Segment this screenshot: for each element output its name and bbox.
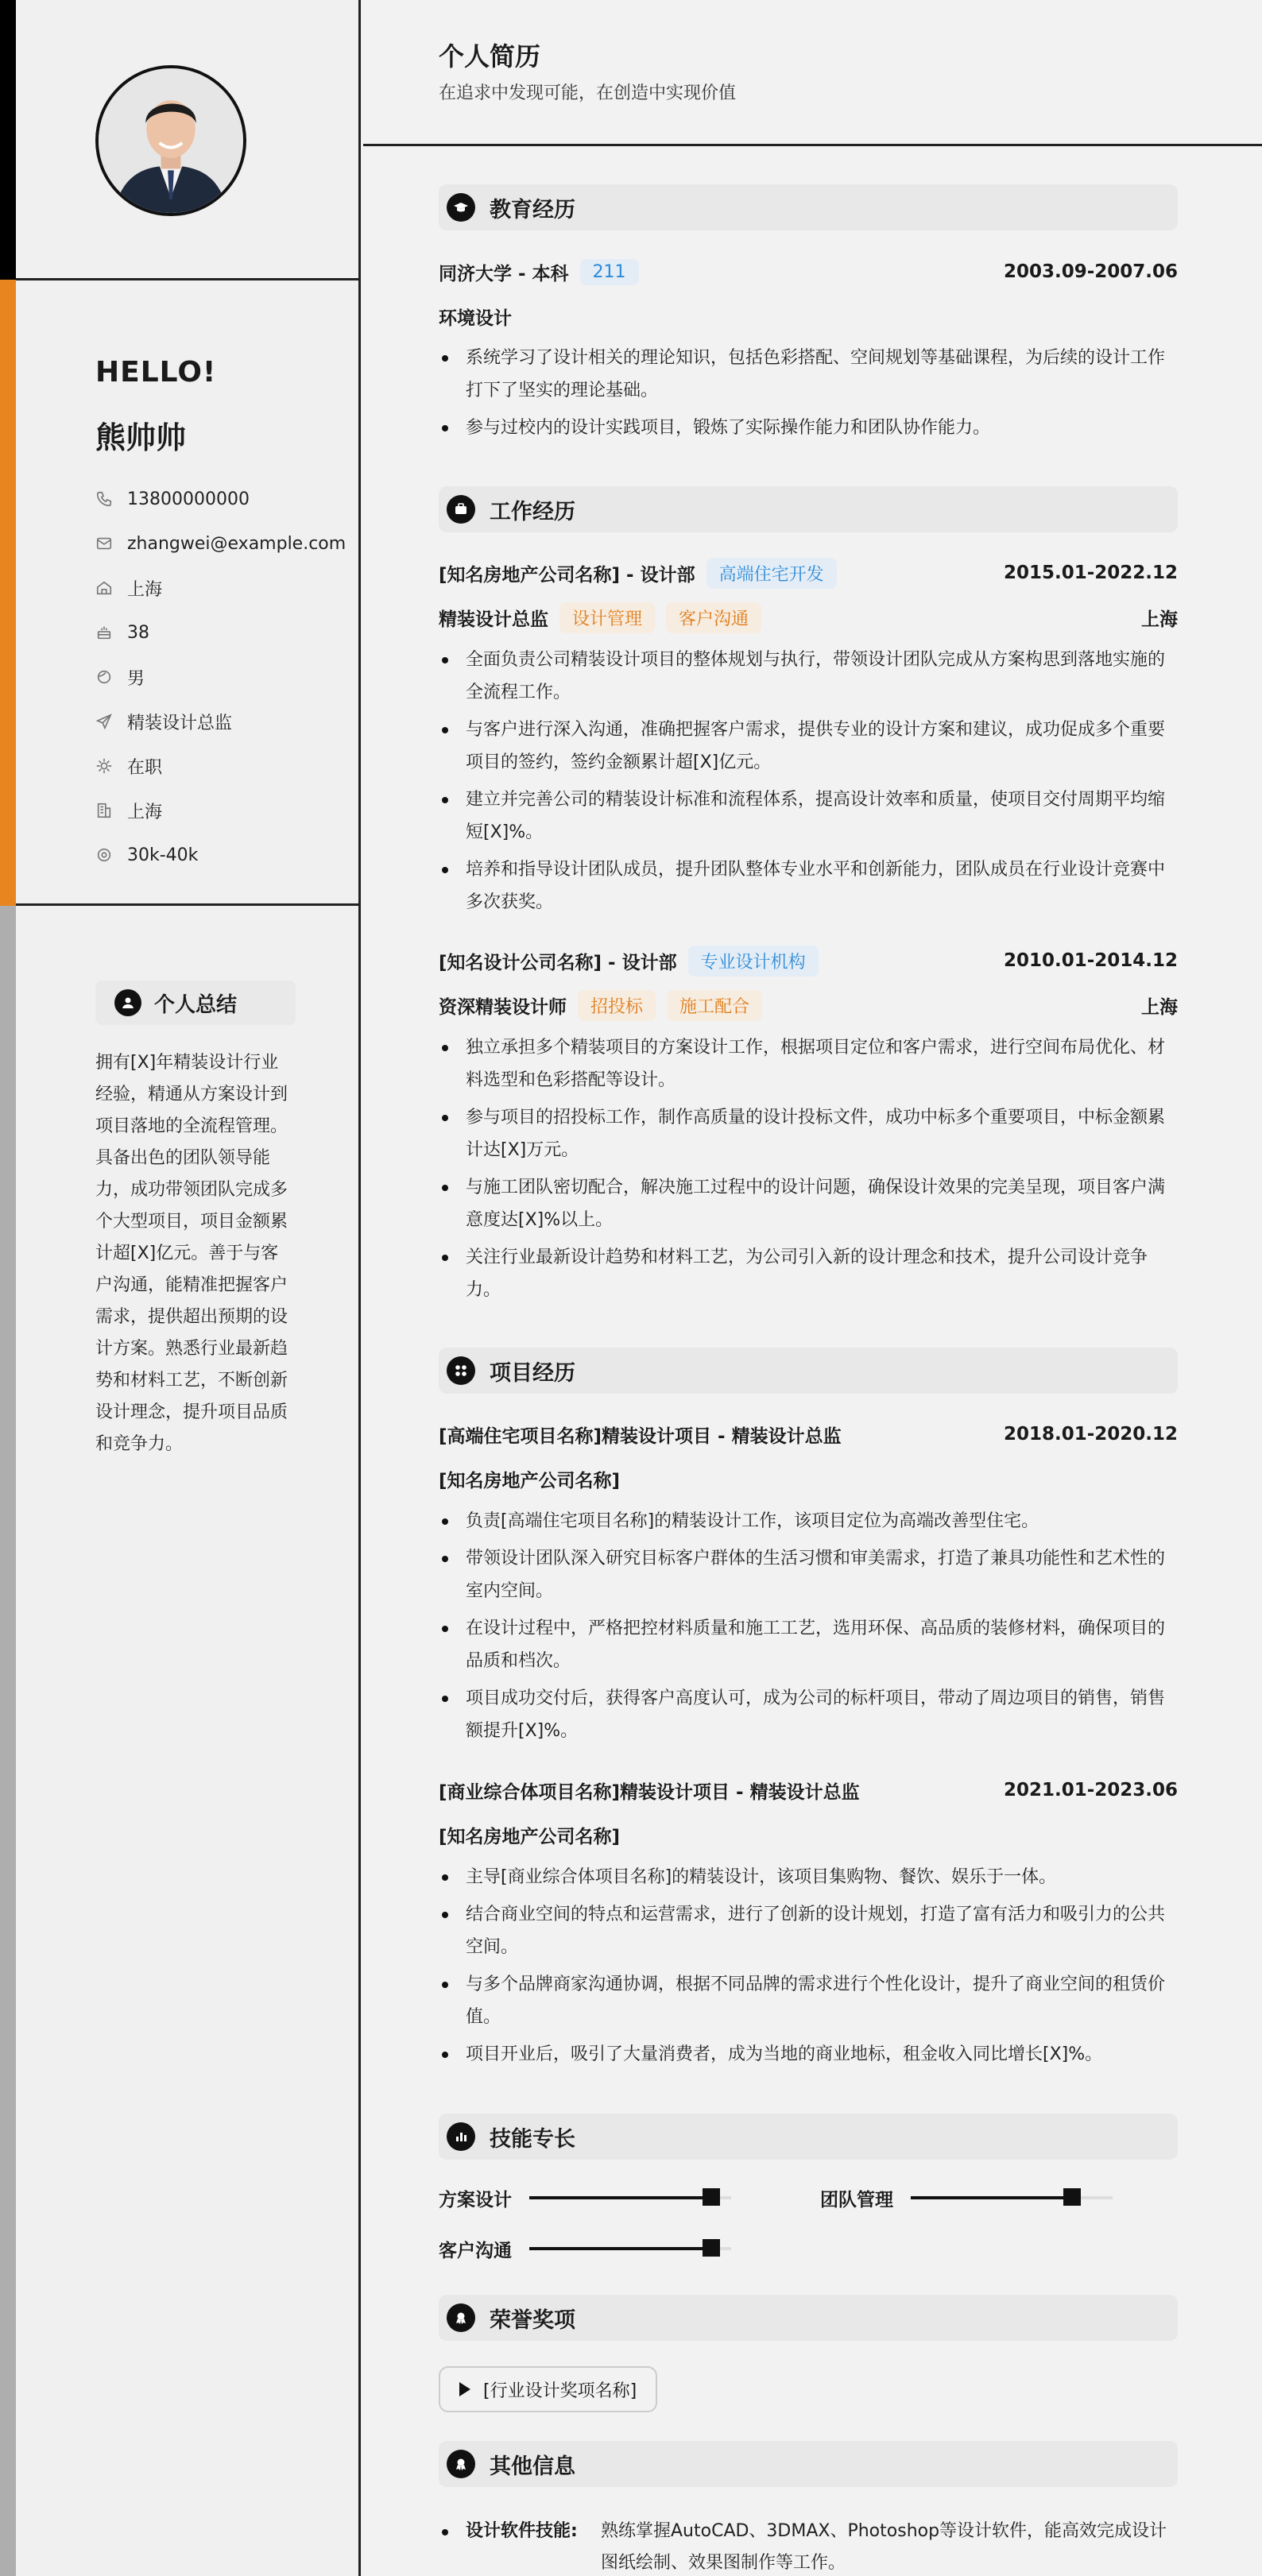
job-date: 2015.01-2022.12 — [1003, 563, 1178, 583]
salary-icon — [95, 846, 127, 864]
other-value: 熟练掌握AutoCAD、3DMAX、Photoshop等设计软件，能高效完成设计图纸绘制、效果图制作等工作。 — [601, 2521, 1167, 2573]
other-key: 设计软件技能: — [466, 2521, 578, 2541]
page-title: 个人简历 — [439, 41, 541, 72]
section-education — [439, 184, 1178, 230]
phone-icon — [95, 490, 127, 508]
list-item: 与客户进行深入沟通，准确把握客户需求，提供专业的设计方案和建议，成功促成多个重要项目的签约，签约金额累计超[X]亿元。 — [439, 714, 1178, 779]
job-bullets — [439, 1031, 1178, 1311]
project-org: [知名房地产公司名称] — [439, 1826, 621, 1847]
project-date: 2021.01-2023.06 — [1003, 1780, 1178, 1800]
contact-city — [95, 788, 346, 833]
award-name: [行业设计奖项名称] — [483, 2381, 637, 2401]
person-name: 熊帅帅 — [95, 420, 187, 455]
header-divider — [363, 144, 1262, 146]
job-city: 上海 — [1141, 609, 1178, 630]
project-header — [439, 1773, 1178, 1807]
graduation-cap-icon — [447, 193, 475, 222]
summary-title: 个人总结 — [154, 992, 238, 1017]
job-date: 2010.01-2014.12 — [1003, 950, 1178, 971]
list-item: 在设计过程中，严格把控材料质量和施工工艺，选用环保、高品质的装修材料，确保项目的品质和档次。 — [439, 1612, 1178, 1677]
summary-heading — [95, 981, 296, 1025]
work-title: 工作经历 — [490, 499, 575, 524]
mail-icon — [95, 535, 127, 552]
skill-item — [439, 2183, 731, 2212]
summary-text: 拥有[X]年精装设计行业经验，精通从方案设计到项目落地的全流程管理。具备出色的团队领导能力，成功带领团队完成多个大型项目，项目金额累计超[X]亿元。善于与客户沟通，能精准把握客户需求，提供超出预期的设计方案。熟悉行业最新趋势和材料工艺，不断创新设计理念，提升项目品质和竞争力。 — [95, 1053, 288, 1454]
skills-title: 技能专长 — [490, 2126, 575, 2152]
cake-icon — [95, 624, 127, 641]
skill-bar — [529, 2196, 731, 2199]
skill-bar-knob — [703, 2239, 720, 2257]
education-date: 2003.09-2007.06 — [1003, 261, 1178, 282]
skill-name: 方案设计 — [439, 2189, 512, 2210]
building-icon — [95, 802, 127, 819]
grid-icon — [447, 1356, 475, 1385]
skill-bar-fill — [529, 2247, 711, 2250]
job-tag: 设计管理 — [559, 602, 655, 633]
award-icon — [447, 2303, 475, 2332]
info-icon — [447, 2450, 475, 2478]
greeting: HELLO! — [95, 356, 217, 389]
status-icon — [95, 757, 127, 775]
project-bullets — [439, 1861, 1178, 2075]
education-header — [439, 256, 1178, 288]
contact-phone-text: 13800000000 — [127, 489, 250, 509]
sidebar-stripe-bottom — [0, 906, 16, 2576]
contact-list — [95, 477, 346, 877]
contact-location-text: 上海 — [127, 579, 163, 600]
list-item: 系统学习了设计相关的理论知识，包括色彩搭配、空间规划等基础课程，为后续的设计工作打下了坚实的理论基础。 — [439, 342, 1178, 407]
projects-title: 项目经历 — [490, 1360, 575, 1386]
contact-status — [95, 744, 346, 788]
list-item: 参与过校内的设计实践项目，锻炼了实际操作能力和团队协作能力。 — [439, 412, 1178, 444]
caret-right-icon — [459, 2382, 470, 2396]
contact-email — [95, 521, 346, 566]
main-content — [363, 0, 1262, 2576]
contact-status-text: 在职 — [127, 757, 163, 778]
skill-bar-knob — [1063, 2188, 1081, 2206]
project-header — [439, 1418, 1178, 1451]
skill-item — [820, 2183, 1113, 2212]
list-item — [439, 2516, 1178, 2576]
sidebar-divider — [16, 903, 361, 906]
other-list — [439, 2516, 1178, 2576]
job-tag: 客户沟通 — [666, 602, 761, 633]
contact-gender-text: 男 — [127, 668, 145, 689]
contact-phone — [95, 477, 346, 521]
skill-name: 团队管理 — [820, 2189, 893, 2210]
skill-bar — [529, 2247, 731, 2250]
gender-icon — [95, 668, 127, 686]
job-header — [439, 556, 1178, 590]
contact-salary-text: 30k-40k — [127, 845, 199, 865]
job-role: 精装设计总监 — [439, 609, 548, 630]
education-school: 同济大学 - 本科 — [439, 263, 569, 284]
list-item: 主导[商业综合体项目名称]的精装设计，该项目集购物、餐饮、娱乐于一体。 — [439, 1861, 1178, 1893]
job-role-row — [439, 601, 1178, 634]
job-bullets — [439, 644, 1178, 923]
education-bullets — [439, 342, 1178, 449]
skill-item — [439, 2234, 731, 2263]
other-title: 其他信息 — [490, 2454, 575, 2479]
send-icon — [95, 713, 127, 730]
project-org: [知名房地产公司名称] — [439, 1470, 621, 1491]
project-bullets — [439, 1505, 1178, 1752]
skill-bar — [911, 2196, 1113, 2199]
sidebar-stripe-accent — [0, 280, 16, 906]
education-tag: 211 — [580, 259, 639, 285]
section-skills — [439, 2114, 1178, 2160]
skill-bar-knob — [703, 2188, 720, 2206]
section-projects — [439, 1348, 1178, 1394]
contact-gender — [95, 655, 346, 699]
section-other — [439, 2441, 1178, 2487]
project-name: [商业综合体项目名称]精装设计项目 - 精装设计总监 — [439, 1781, 860, 1803]
honors-title: 荣誉奖项 — [490, 2307, 575, 2333]
contact-salary — [95, 833, 346, 877]
skill-bar-fill — [529, 2196, 711, 2199]
project-date: 2018.01-2020.12 — [1003, 1424, 1178, 1445]
list-item: 建立并完善公司的精装设计标准和流程体系，提高设计效率和质量，使项目交付周期平均缩短[X]%。 — [439, 783, 1178, 849]
job-company-tag: 高端住宅开发 — [706, 558, 837, 589]
list-item: 培养和指导设计团队成员，提升团队整体专业水平和创新能力，团队成员在行业设计竞赛中多次获奖。 — [439, 853, 1178, 919]
list-item: 项目开业后，吸引了大量消费者，成为当地的商业地标，租金收入同比增长[X]%。 — [439, 2038, 1178, 2071]
list-item: 关注行业最新设计趋势和材料工艺，为公司引入新的设计理念和技术，提升公司设计竞争力。 — [439, 1241, 1178, 1306]
list-item: 项目成功交付后，获得客户高度认可，成为公司的标杆项目，带动了周边项目的销售，销售额提升[X]%。 — [439, 1682, 1178, 1747]
project-org-row — [439, 1462, 1178, 1495]
award-toggle[interactable] — [439, 2366, 657, 2412]
contact-city-text: 上海 — [127, 802, 163, 822]
contact-position-text: 精装设计总监 — [127, 713, 233, 733]
education-title: 教育经历 — [490, 197, 575, 222]
skill-name: 客户沟通 — [439, 2240, 512, 2261]
section-work — [439, 486, 1178, 532]
job-tag: 招投标 — [578, 990, 656, 1021]
avatar-portrait — [99, 68, 243, 213]
section-honors — [439, 2295, 1178, 2341]
sidebar — [16, 0, 361, 2576]
list-item: 参与项目的招投标工作，制作高质量的设计投标文件，成功中标多个重要项目，中标金额累计达[X]万元。 — [439, 1101, 1178, 1166]
project-name: [高端住宅项目名称]精装设计项目 - 精装设计总监 — [439, 1425, 842, 1447]
list-item: 与多个品牌商家沟通协调，根据不同品牌的需求进行个性化设计，提升了商业空间的租赁价值。 — [439, 1968, 1178, 2033]
user-icon — [114, 989, 141, 1016]
job-company: [知名房地产公司名称] - 设计部 — [439, 564, 695, 586]
sidebar-divider — [16, 278, 361, 280]
job-role-row — [439, 988, 1178, 1022]
page-subtitle: 在追求中发现可能，在创造中实现价值 — [439, 83, 737, 103]
list-item: 独立承担多个精装项目的方案设计工作，根据项目定位和客户需求，进行空间布局优化、材料选型和色彩搭配等设计。 — [439, 1031, 1178, 1097]
list-item: 结合商业空间的特点和运营需求，进行了创新的设计规划，打造了富有活力和吸引力的公共空间。 — [439, 1898, 1178, 1963]
job-company-tag: 专业设计机构 — [688, 946, 819, 977]
education-major: 环境设计 — [439, 307, 512, 329]
job-company: [知名设计公司名称] - 设计部 — [439, 952, 677, 973]
bar-chart-icon — [447, 2122, 475, 2151]
contact-email-text: zhangwei@example.com — [127, 533, 346, 554]
project-org-row — [439, 1818, 1178, 1851]
list-item: 带领设计团队深入研究目标客户群体的生活习惯和审美需求，打造了兼具功能性和艺术性的室内空间。 — [439, 1542, 1178, 1607]
education-major-row — [439, 300, 1178, 332]
list-item: 负责[高端住宅项目名称]的精装设计工作，该项目定位为高端改善型住宅。 — [439, 1505, 1178, 1537]
job-tag: 施工配合 — [667, 990, 762, 1021]
home-icon — [95, 579, 127, 597]
sidebar-stripe-top — [0, 0, 16, 280]
contact-position — [95, 699, 346, 744]
contact-location — [95, 566, 346, 610]
job-role: 资深精装设计师 — [439, 996, 567, 1018]
job-city: 上海 — [1141, 996, 1178, 1018]
contact-age — [95, 610, 346, 655]
avatar — [95, 65, 246, 216]
list-item: 与施工团队密切配合，解决施工过程中的设计问题，确保设计效果的完美呈现，项目客户满意度达[X]%以上。 — [439, 1171, 1178, 1236]
skill-bar-fill — [911, 2196, 1072, 2199]
list-item: 全面负责公司精装设计项目的整体规划与执行，带领设计团队完成从方案构思到落地实施的全流程工作。 — [439, 644, 1178, 709]
job-header — [439, 944, 1178, 977]
briefcase-icon — [447, 495, 475, 524]
contact-age-text: 38 — [127, 622, 149, 643]
